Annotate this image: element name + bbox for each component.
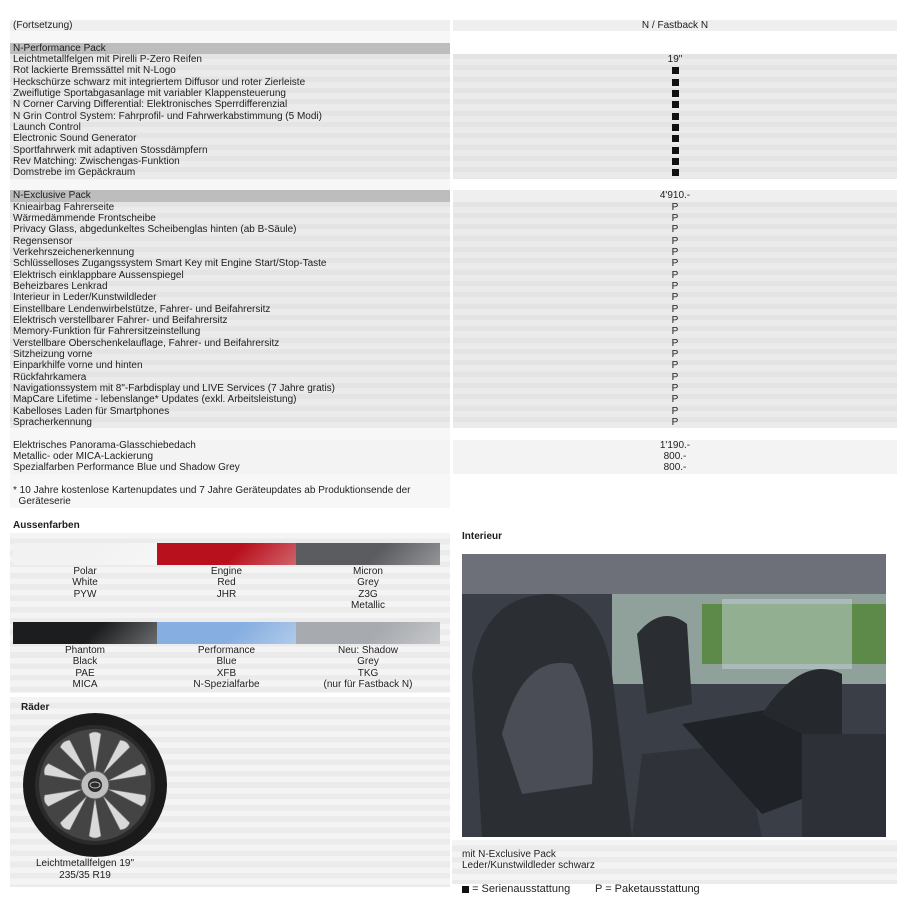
options-rows <box>10 440 897 474</box>
table-row <box>10 417 897 428</box>
row-value: P <box>453 349 897 360</box>
row-value: P <box>453 202 897 213</box>
row-label: Rot lackierte Bremssättel mit N-Logo <box>10 65 450 76</box>
n-performance-rows <box>10 54 897 179</box>
standard-square-icon <box>672 135 679 142</box>
color-label: Neu: Shadow <box>337 645 399 656</box>
color-label: XFB <box>216 667 237 679</box>
table-row <box>10 99 897 110</box>
table-row <box>10 270 897 281</box>
footnote-line-1: * 10 Jahre kostenlose Kartenupdates und 7 Jahre Geräteupdates ab Produktionsende der <box>10 485 450 496</box>
row-value <box>453 99 897 110</box>
color-label: Black <box>72 656 98 668</box>
table-row <box>10 133 897 144</box>
table-row <box>10 440 897 451</box>
table-row <box>10 258 897 269</box>
row-value <box>453 88 897 99</box>
footnote-line-2: Geräteserie <box>10 496 450 507</box>
standard-square-icon <box>672 158 679 165</box>
color-swatch <box>13 543 157 565</box>
color-label: White <box>72 577 98 589</box>
color-label: Grey <box>357 577 379 589</box>
row-label: Verstellbare Oberschenkelauflage, Fahrer- und Beifahrersitz <box>10 338 450 349</box>
row-value: P <box>453 213 897 224</box>
table-row <box>10 338 897 349</box>
row-value: P <box>453 224 897 235</box>
row-value: P <box>453 247 897 258</box>
row-value: P <box>453 281 897 292</box>
row-value: P <box>453 326 897 337</box>
row-value <box>453 145 897 156</box>
standard-square-icon <box>672 124 679 131</box>
table-row <box>10 462 897 473</box>
standard-square-icon <box>672 147 679 154</box>
row-value: P <box>453 406 897 417</box>
spacer-row <box>10 31 897 42</box>
table-row <box>10 236 897 247</box>
color-swatch <box>296 543 440 565</box>
row-value: 1'190.- <box>453 440 897 451</box>
color-label: TKG <box>357 667 379 679</box>
table-row <box>10 360 897 371</box>
spacer-row <box>10 179 897 190</box>
row-label: Wärmedämmende Frontscheibe <box>10 213 450 224</box>
row-label: Zweiflutige Sportabgasanlage mit variabler Klappensteuerung <box>10 88 450 99</box>
row-label: Einstellbare Lendenwirbelstütze, Fahrer- und Beifahrersitz <box>10 304 450 315</box>
row-label: Einparkhilfe vorne und hinten <box>10 360 450 371</box>
color-label: Phantom <box>64 645 106 656</box>
standard-square-icon <box>672 79 679 86</box>
n-performance-heading <box>10 43 897 54</box>
table-row <box>10 88 897 99</box>
interieur-title: Interieur <box>462 531 503 542</box>
table-row <box>10 167 897 178</box>
color-label: Micron <box>352 566 383 577</box>
legend-serie-text: = Serienausstattung <box>472 883 571 895</box>
row-label: Electronic Sound Generator <box>10 133 450 144</box>
table-row <box>10 65 897 76</box>
row-value <box>453 156 897 167</box>
square-icon <box>462 886 469 893</box>
row-label: Spezialfarben Performance Blue und Shadow Grey <box>10 462 450 473</box>
spec-table <box>10 20 897 508</box>
table-row <box>10 111 897 122</box>
row-label: Kabelloses Laden für Smartphones <box>10 406 450 417</box>
row-label: Elektrisch verstellbarer Fahrer- und Beifahrersitz <box>10 315 450 326</box>
color-label: Grey <box>357 656 379 668</box>
row-value: P <box>453 394 897 405</box>
row-label: Launch Control <box>10 122 450 133</box>
row-label: Rückfahrkamera <box>10 372 450 383</box>
table-row <box>10 247 897 258</box>
row-value: P <box>453 338 897 349</box>
row-label: Knieairbag Fahrerseite <box>10 202 450 213</box>
row-value: P <box>453 383 897 394</box>
spacer-row <box>10 428 897 439</box>
color-label: Red <box>217 577 236 589</box>
color-swatch <box>157 543 296 565</box>
row-label: N Grin Control System: Fahrprofil- und Fahrwerkabstimmung (5 Modi) <box>10 111 450 122</box>
color-swatch <box>296 622 440 644</box>
footnote-row <box>10 485 897 496</box>
color-swatch <box>13 622 157 644</box>
row-label: Interieur in Leder/Kunstwildleder <box>10 292 450 303</box>
row-label: Regensensor <box>10 236 450 247</box>
row-value: P <box>453 304 897 315</box>
table-row <box>10 304 897 315</box>
table-row <box>10 394 897 405</box>
table-row <box>10 77 897 88</box>
row-label: Elektrisches Panorama-Glasschiebedach <box>10 440 450 451</box>
row-value: P <box>453 360 897 371</box>
table-row <box>10 292 897 303</box>
table-header-row <box>10 20 897 31</box>
row-label: Beheizbares Lenkrad <box>10 281 450 292</box>
row-value: P <box>453 270 897 281</box>
row-label: Heckschürze schwarz mit integriertem Diffusor und roter Zierleiste <box>10 77 450 88</box>
standard-square-icon <box>672 113 679 120</box>
model-header: N / Fastback N <box>453 20 897 31</box>
n-exclusive-price: 4'910.- <box>453 190 897 201</box>
legend-serie <box>462 883 570 895</box>
row-value <box>453 65 897 76</box>
table-row <box>10 315 897 326</box>
color-label: Z3G <box>358 588 378 600</box>
color-label: Blue <box>216 656 237 668</box>
n-exclusive-heading <box>10 190 897 201</box>
raeder-title: Räder <box>21 702 50 713</box>
table-row <box>10 145 897 156</box>
wheel-image <box>22 712 168 858</box>
row-label: Leichtmetallfelgen mit Pirelli P-Zero Reifen <box>10 54 450 65</box>
row-label: N Corner Carving Differential: Elektronisches Sperrdifferenzial <box>10 99 450 110</box>
row-label: Spracherkennung <box>10 417 450 428</box>
row-value: P <box>453 417 897 428</box>
row-label: Navigationssystem mit 8"-Farbdisplay und LIVE Services (7 Jahre gratis) <box>10 383 450 394</box>
row-label: Domstrebe im Gepäckraum <box>10 167 450 178</box>
row-value <box>453 77 897 88</box>
continuation-label: (Fortsetzung) <box>10 20 450 31</box>
row-value <box>453 111 897 122</box>
row-label: MapCare Lifetime - lebenslange* Updates (exkl. Arbeitsleistung) <box>10 394 450 405</box>
row-value: P <box>453 292 897 303</box>
row-value: P <box>453 372 897 383</box>
row-label: Metallic- oder MICA-Lackierung <box>10 451 450 462</box>
row-label: Verkehrszeichenerkennung <box>10 247 450 258</box>
n-performance-title: N-Performance Pack <box>10 43 450 54</box>
table-row <box>10 383 897 394</box>
color-label: PYW <box>73 588 97 600</box>
color-swatch <box>157 622 296 644</box>
row-label: Elektrisch einklappbare Aussenspiegel <box>10 270 450 281</box>
row-value: P <box>453 236 897 247</box>
table-row <box>10 224 897 235</box>
row-label: Rev Matching: Zwischengas-Funktion <box>10 156 450 167</box>
row-value: P <box>453 315 897 326</box>
color-label: Performance <box>197 645 256 656</box>
table-row <box>10 281 897 292</box>
color-label: PAE <box>75 667 95 679</box>
table-row <box>10 451 897 462</box>
table-row <box>10 406 897 417</box>
standard-square-icon <box>672 67 679 74</box>
color-label: (nur für Fastback N) <box>323 679 413 691</box>
row-label: Schlüsselloses Zugangssystem Smart Key mit Engine Start/Stop-Taste <box>10 258 450 269</box>
table-row <box>10 326 897 337</box>
table-row <box>10 202 897 213</box>
row-value <box>453 167 897 178</box>
row-label: Memory-Funktion für Fahrersitzeinstellung <box>10 326 450 337</box>
n-exclusive-title: N-Exclusive Pack <box>10 190 450 201</box>
color-label: Metallic <box>351 600 385 612</box>
color-label: Engine <box>210 566 243 577</box>
standard-square-icon <box>672 101 679 108</box>
row-value: 800.- <box>453 451 897 462</box>
legend-paket: P = Paketausstattung <box>595 883 700 895</box>
row-label: Privacy Glass, abgedunkeltes Scheibenglas hinten (ab B-Säule) <box>10 224 450 235</box>
interior-caption-2: Leder/Kunstwildleder schwarz <box>462 860 595 871</box>
table-row <box>10 213 897 224</box>
color-label: Polar <box>73 566 97 577</box>
interior-caption-1: mit N-Exclusive Pack <box>462 849 556 860</box>
wheel-caption-2: 235/35 R19 <box>59 870 111 881</box>
row-value: 800.- <box>453 462 897 473</box>
row-value <box>453 122 897 133</box>
standard-square-icon <box>672 169 679 176</box>
footnote-row <box>10 496 897 507</box>
row-value: 19" <box>453 54 897 65</box>
color-label: N-Spezialfarbe <box>193 679 260 691</box>
row-label: Sportfahrwerk mit adaptiven Stossdämpfern <box>10 145 450 156</box>
table-row <box>10 54 897 65</box>
color-label: JHR <box>216 588 237 600</box>
color-label: MICA <box>72 679 98 691</box>
spacer-row <box>10 474 897 485</box>
table-row <box>10 156 897 167</box>
table-row <box>10 372 897 383</box>
wheel-caption-1: Leichtmetallfelgen 19" <box>35 858 135 869</box>
table-row <box>10 349 897 360</box>
aussenfarben-title: Aussenfarben <box>13 520 80 531</box>
n-exclusive-rows <box>10 202 897 429</box>
row-value: P <box>453 258 897 269</box>
row-value <box>453 133 897 144</box>
interior-photo <box>462 554 886 837</box>
row-label: Sitzheizung vorne <box>10 349 450 360</box>
standard-square-icon <box>672 90 679 97</box>
table-row <box>10 122 897 133</box>
